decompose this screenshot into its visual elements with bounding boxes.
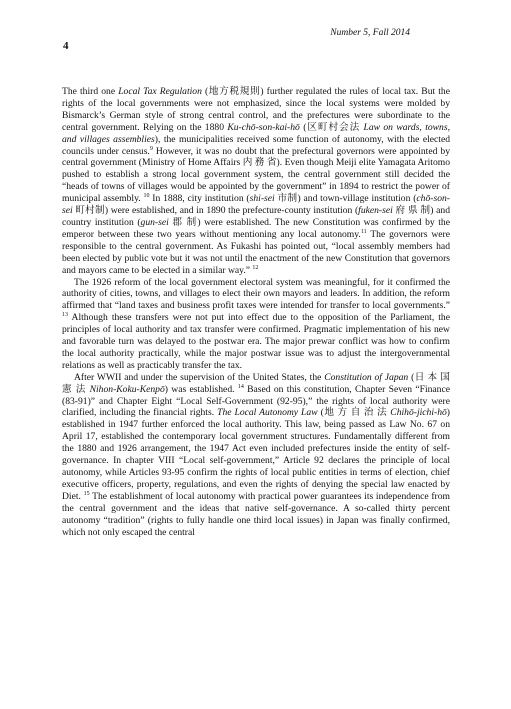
- text-run: (区町村会法: [299, 121, 364, 133]
- italic-term: Constitution of Japan: [324, 371, 409, 383]
- footnote-ref: 9: [149, 145, 153, 152]
- paragraph: [62, 86, 450, 277]
- text-run: ) established in 1947 further enforced the local authority. This law, being passed as Law No. 67 on April 17, established the contemporary local government structures. Fundamentally different from the 1880 and 1926 arrangement, the 1947 Act even included prefectures inside the entity of self-governance. In chapter VIII “Local self-government,” Article 92 declares the principle of local autonomy, while Articles 93-95 confirm the rights of local public entities in terms of election, chief executive officers, property, regulations, and even the rights of denying the special law enacted by Diet.: [62, 407, 450, 502]
- text-run: ), the municipalities received some function of autonomy, with the elected councils under census.: [62, 133, 450, 157]
- footnote-ref: 13: [62, 312, 68, 319]
- text-run: 市制) and town-village institution (: [274, 193, 417, 205]
- text-run: The governors were responsible to the central government. As Fukashi has pointed out, “local assembly members had been elected by public vote but it was not until the enactment of the new Constitution that governors and mayors came to be elected in a similar way.”: [62, 228, 450, 276]
- text-run: However, it was no doubt that the prefectural governors were appointed by central government (Ministry of Home Affairs 内 務 省). Even though Meiji elite Yamagata Aritomo pushed to establish a strong local government system, the central government still decided the “heads of towns of villages would be appointed by the government” in 1894 to restrict the power of municipal assembly.: [62, 145, 450, 205]
- paragraph: [62, 277, 450, 372]
- italic-term: Nihon-Koku-Kenpō: [89, 383, 165, 395]
- text-run: ) was established.: [164, 383, 238, 395]
- text-run: 郡 制) were established. The new Constitution was confirmed by the emperor between these two years without mentioning any local autonomy.: [62, 216, 450, 240]
- footnote-ref: 11: [360, 228, 367, 235]
- text-run: Although these transfers were not put into effect due to the opposition of the Parliament, the principles of local authority and tax transfer were confirmed. Pragmatic implementation of his new and favorable turn was delayed to the postwar era. The major prewar conflict was how to confirm the local authority practically, while the major postwar issue was to adjust the intergovernmental relations as well as practicably transfer the tax.: [62, 312, 450, 371]
- footnote-ref: 12: [252, 264, 259, 271]
- italic-term: gun-sei: [140, 216, 169, 228]
- paragraph: [62, 372, 450, 539]
- italic-term: The Local Autonomy Law: [217, 407, 318, 419]
- italic-term: Law on wards, towns, and villages assemblies: [62, 121, 450, 145]
- text-run: The third one: [62, 86, 119, 97]
- article-body: [62, 86, 450, 538]
- text-run: After WWII and under the supervision of the United States, the: [74, 371, 325, 383]
- text-run: In 1888, city institution (: [149, 193, 250, 205]
- italic-term: Ku-chō-son-kai-hō: [227, 121, 300, 133]
- italic-term: chō-son-sei: [62, 193, 450, 217]
- journal-issue-header: Number 5, Fall 2014: [330, 28, 410, 38]
- text-run: (地 方 自 治 法: [317, 407, 391, 419]
- text-run: (日 本 国 憲 法: [62, 371, 450, 395]
- text-run: The 1926 reform of the local government electoral system was meaningful, for it confirmed the authority of cities, towns, and villages to elect their own mayors and leaders. In addition, the reform affirmed that “land taxes and business profit taxes were intended for transfer to local governments.”: [62, 276, 450, 312]
- footnote-ref: 14: [237, 383, 244, 390]
- italic-term: fuken-sei: [358, 205, 393, 217]
- text-run: (地方税規則) further regulated the rules of local tax. But the rights of the local governments were not emphasized, since the local systems were molded by Bismarck’s German style of strong central control, and the prefectures were subordinate to the central government. Relying on the 1880: [62, 86, 450, 133]
- text-run: The establishment of local autonomy with practical power guarantees its independence from the central government and the ideas that native self-governance. A so-called thirty percent autonomy “tradition” (rights to fully handle one third local issues) in Japan was finally confirmed, which not only escaped the central: [62, 490, 450, 538]
- italic-term: Chihō-jichi-hō: [390, 407, 447, 419]
- italic-term: shi-sei: [249, 193, 275, 205]
- text-run: Based on this constitution, Chapter Seven “Finance (83-91)” and Chapter Eight “Local Self-Government (92-95),” the rights of local authority were clarified, including the financial rights.: [62, 383, 450, 419]
- footnote-ref: 15: [83, 490, 90, 497]
- page-number: 4: [63, 40, 69, 52]
- text-run: 町村制) were established, and in 1890 the prefecture-county institution (: [72, 205, 359, 217]
- italic-term: Local Tax Regulation: [118, 86, 202, 97]
- footnote-ref: 10: [143, 193, 150, 200]
- text-run: 府 県 制) and country institution (: [62, 205, 451, 228]
